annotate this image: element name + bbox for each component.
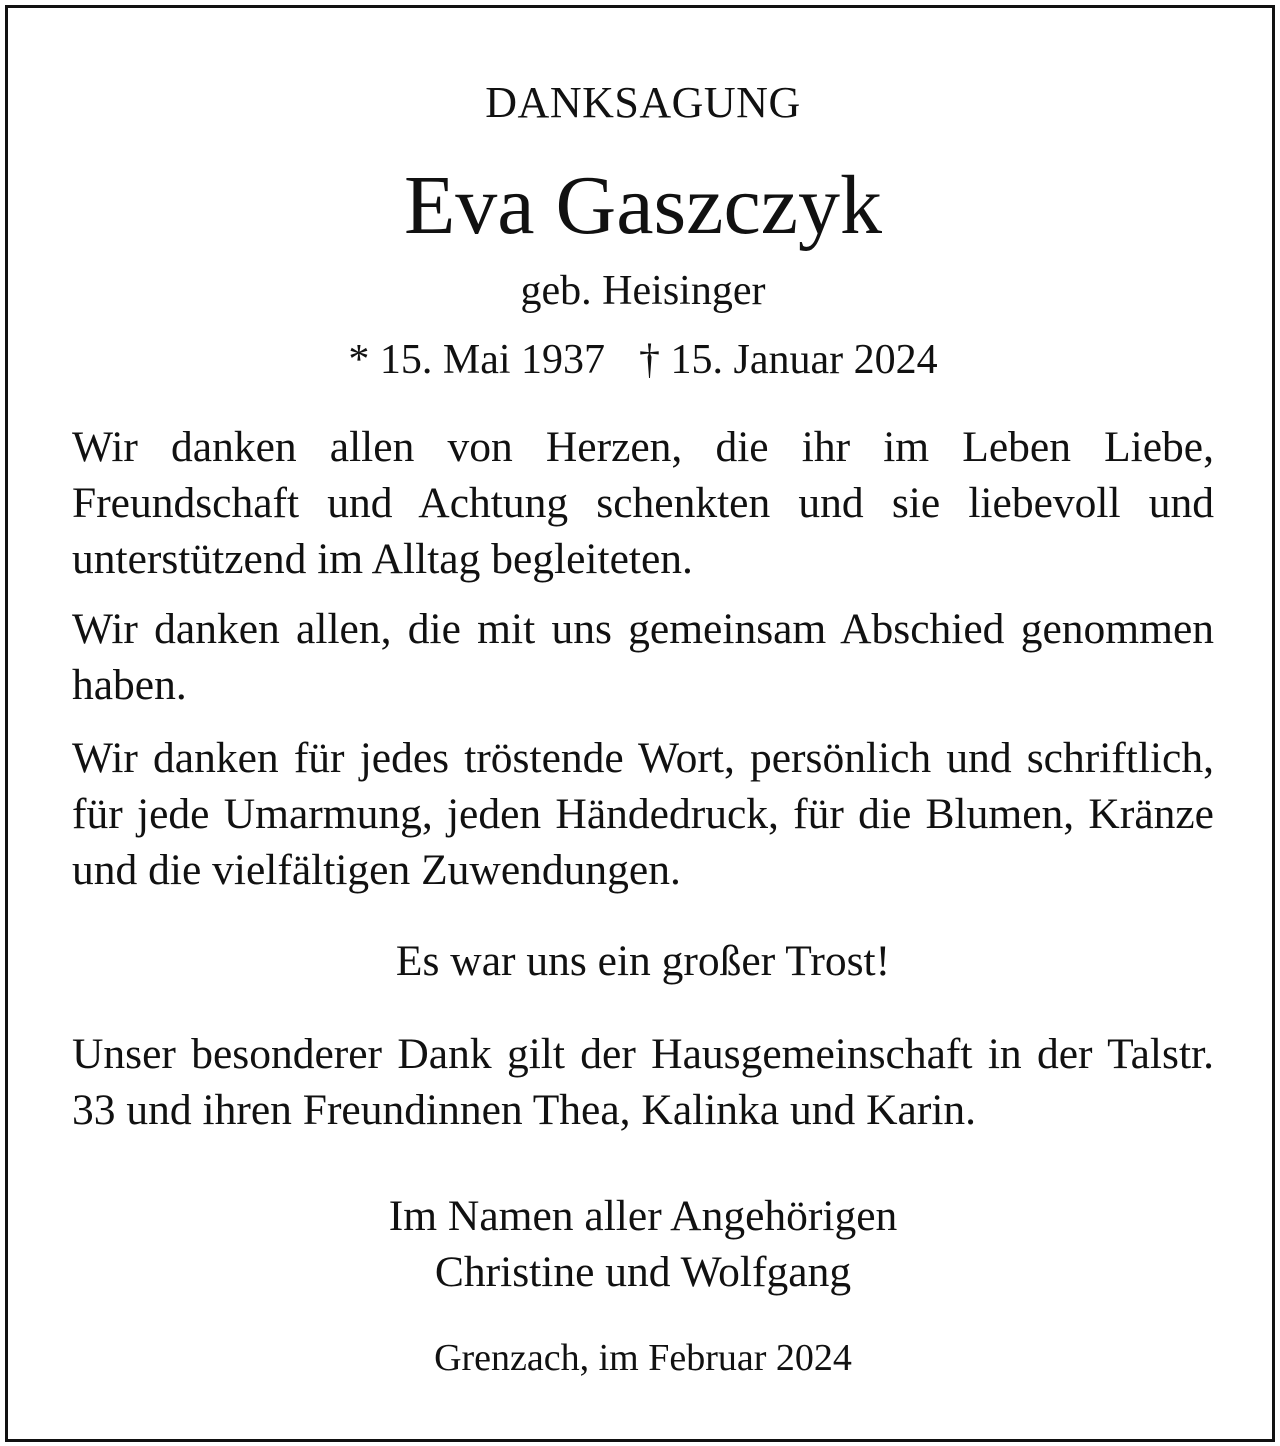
notice-heading: DANKSAGUNG bbox=[485, 78, 801, 127]
thanks-paragraph-2: Wir danken allen, die mit uns gemeinsam Abschied genommen haben. bbox=[72, 605, 1214, 709]
signature-block bbox=[72, 1188, 1214, 1300]
maiden-name: geb. Heisinger bbox=[520, 268, 766, 314]
birth-date: * 15. Mai 1937 bbox=[348, 337, 606, 383]
thanks-paragraph-3: Wir danken für jedes tröstende Wort, persönlich und schriftlich, für jede Umarmung, jeden Händedruck, für die Blumen, Kränze und die vielfältigen Zuwendungen. bbox=[72, 734, 1214, 894]
special-thanks-paragraph: Unser besonderer Dank gilt der Hausgemeinschaft in der Talstr. 33 und ihren Freundinnen Thea, Kalinka und Karin. bbox=[72, 1030, 1214, 1134]
notice-content bbox=[72, 8, 1214, 1439]
signature-line-2: Christine und Wolfgang bbox=[434, 1248, 852, 1296]
thanks-paragraph-1: Wir danken allen von Herzen, die ihr im Leben Liebe, Freundschaft und Achtung schenkten und sie liebevoll und unterstützend im Alltag begleiteten. bbox=[72, 423, 1214, 583]
life-dates bbox=[72, 333, 1214, 387]
comfort-line: Es war uns ein großer Trost! bbox=[395, 937, 891, 985]
signature-line-1: Im Namen aller Angehörigen bbox=[388, 1192, 898, 1240]
notice-frame bbox=[5, 5, 1275, 1442]
death-date: † 15. Januar 2024 bbox=[639, 337, 938, 383]
place-date: Grenzach, im Februar 2024 bbox=[434, 1337, 852, 1379]
deceased-name: Eva Gaszczyk bbox=[403, 159, 883, 252]
